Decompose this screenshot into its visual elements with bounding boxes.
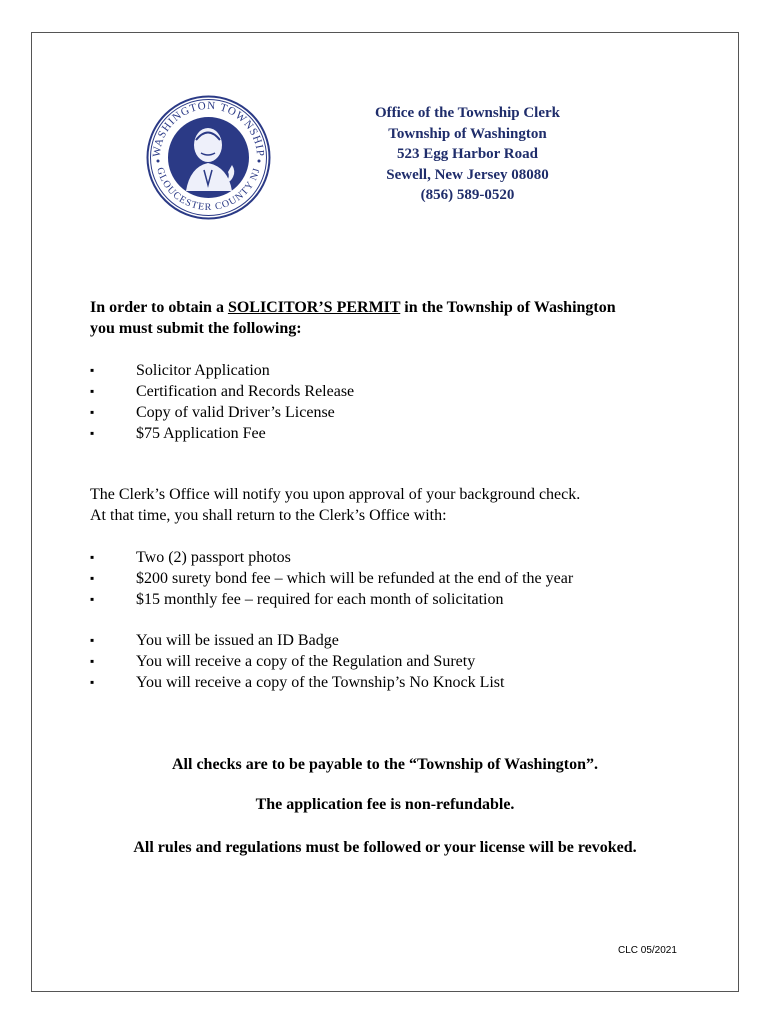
intro-suffix: in the Township of Washington [400, 299, 616, 316]
bullet-icon: ▪ [90, 363, 95, 377]
intro-paragraph [90, 297, 710, 339]
receive-items-list [90, 630, 504, 693]
bullet-icon: ▪ [90, 426, 95, 440]
permit-name: SOLICITOR’S PERMIT [227, 299, 401, 316]
intro-line-2: you must submit the following: [90, 320, 302, 337]
list-item: ▪ You will receive a copy of the Regulation and Surety [90, 653, 476, 670]
rules-warning-note: All rules and regulations must be followed or your license will be revoked. [133, 839, 637, 856]
list-item: ▪ Two (2) passport photos [90, 549, 291, 566]
checks-payable-note: All checks are to be payable to the “Township of Washington”. [172, 756, 598, 773]
bullet-icon: ▪ [90, 384, 95, 398]
list-item: ▪ Solicitor Application [90, 362, 270, 379]
street-address: 523 Egg Harbor Road [397, 146, 538, 162]
list-item: ▪ $15 monthly fee – required for each month of solicitation [90, 591, 504, 608]
office-address-block [330, 103, 605, 206]
bullet-icon: ▪ [90, 571, 95, 585]
notify-line-2: At that time, you shall return to the Clerk’s Office with: [90, 507, 447, 524]
bullet-icon: ▪ [90, 405, 95, 419]
bullet-icon: ▪ [90, 550, 95, 564]
intro-prefix: In order to obtain a [90, 299, 228, 316]
list-item: ▪ Copy of valid Driver’s License [90, 404, 335, 421]
bullet-icon: ▪ [90, 592, 95, 606]
intro-line-1 [90, 297, 710, 318]
list-item: ▪ $75 Application Fee [90, 425, 266, 442]
non-refundable-note: The application fee is non-refundable. [255, 796, 515, 813]
bullet-icon: ▪ [90, 654, 95, 668]
list-item: ▪ You will receive a copy of the Township’s No Knock List [90, 674, 505, 691]
bullet-icon: ▪ [90, 633, 95, 647]
city-state-zip: Sewell, New Jersey 08080 [386, 166, 549, 183]
township-name: Township of Washington [388, 125, 547, 142]
form-revision-code: CLC 05/2021 [618, 945, 677, 956]
notify-paragraph [90, 484, 710, 526]
phone-number: (856) 589-0520 [420, 187, 515, 203]
seal-ring-top-text: WASHINGTON TOWNSHIP [150, 99, 267, 158]
requirements-list [90, 360, 354, 444]
notify-line-1: The Clerk’s Office will notify you upon approval of your background check. [90, 486, 581, 503]
return-items-list [90, 547, 573, 610]
list-item: ▪ Certification and Records Release [90, 383, 355, 400]
list-item: ▪ $200 surety bond fee – which will be refunded at the end of the year [90, 570, 574, 587]
seal-ring-bottom-text: GLOUCESTER COUNTY NJ [154, 166, 263, 214]
list-item: ▪ You will be issued an ID Badge [90, 632, 339, 649]
office-title: Office of the Township Clerk [374, 105, 560, 121]
bullet-icon: ▪ [90, 675, 95, 689]
township-seal-logo [146, 95, 271, 220]
